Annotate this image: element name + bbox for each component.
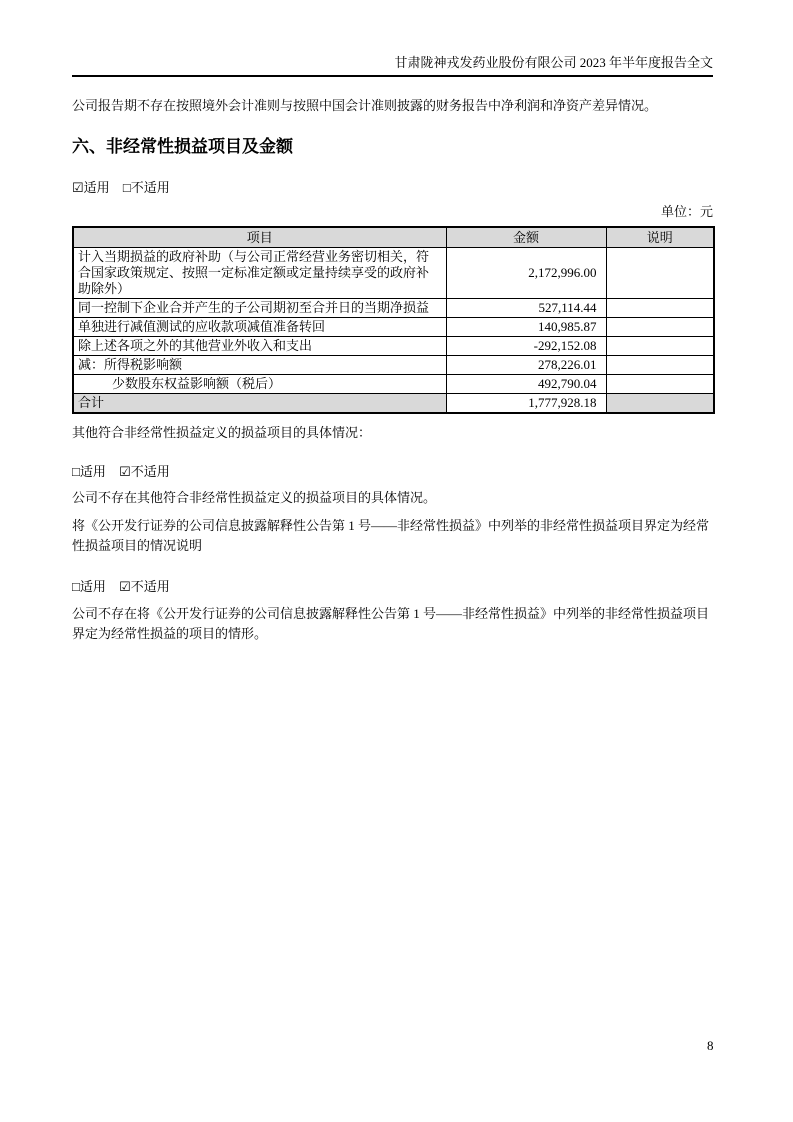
reclassification-heading: 将《公开发行证券的公司信息披露解释性公告第 1 号——非经常性损益》中列举的非经常性损益项目界定为经常性损益项目的情况说明 [72,518,710,553]
cell-amount: 140,985.87 [446,318,606,337]
checkbox-applicable: □适用 [72,579,106,594]
cell-note [606,375,714,394]
cell-amount: -292,152.08 [446,337,606,356]
cell-item: 计入当期损益的政府补助（与公司正常经营业务密切相关，符合国家政策规定、按照一定标准定额或定量持续享受的政府补助除外） [73,248,446,299]
cell-note [606,318,714,337]
page-number: 8 [707,1038,714,1053]
table-header-row [73,227,714,248]
unit-label: 单位：元 [660,204,713,219]
cell-item: 同一控制下企业合并产生的子公司期初至合并日的当期净损益 [73,299,446,318]
reclassification-statement: 公司不存在将《公开发行证券的公司信息披露解释性公告第 1 号——非经常性损益》中列举的非经常性损益项目界定为经常性损益的项目的情形。 [72,606,710,641]
running-header [72,0,713,77]
checkbox-applicable: □适用 [72,464,106,479]
running-header-text: 甘肃陇神戎发药业股份有限公司 2023 年半年度报告全文 [394,55,713,70]
table-row [73,318,714,337]
other-items-statement: 公司不存在其他符合非经常性损益定义的损益项目的具体情况。 [72,490,437,505]
applicability-line-reclassification [72,579,713,594]
checkbox-not-applicable: □不适用 [122,180,170,195]
cell-item: 减：所得税影响额 [73,356,446,375]
cell-item: 除上述各项之外的其他营业外收入和支出 [73,337,446,356]
section-title: 六、非经常性损益项目及金额 [72,137,293,156]
col-header-amount: 金额 [446,227,606,248]
cell-note [606,337,714,356]
intro-paragraph: 公司报告期不存在按照境外会计准则与按照中国会计准则披露的财务报告中净利润和净资产差异情况。 [72,98,658,113]
checkbox-not-applicable: ☑不适用 [119,464,170,479]
cell-amount: 2,172,996.00 [446,248,606,299]
table-row [73,337,714,356]
table-row [73,356,714,375]
checkbox-not-applicable: ☑不适用 [119,579,170,594]
report-page [72,0,713,644]
col-header-note: 说明 [606,227,714,248]
cell-item: 少数股东权益影响额（税后） [73,375,446,394]
table-row [73,299,714,318]
cell-note [606,356,714,375]
table-body [73,248,714,414]
cell-amount: 278,226.01 [446,356,606,375]
applicability-line-other-items [72,464,713,479]
cell-note [606,299,714,318]
other-items-heading: 其他符合非经常性损益定义的损益项目的具体情况： [72,425,372,440]
cell-amount: 492,790.04 [446,375,606,394]
checkbox-applicable: ☑适用 [72,180,110,195]
cell-amount: 1,777,928.18 [446,394,606,414]
applicability-line-section [72,180,713,195]
cell-note [606,394,714,414]
cell-note [606,248,714,299]
table-row [73,248,714,299]
cell-amount: 527,114.44 [446,299,606,318]
table-row [73,375,714,394]
cell-item: 单独进行减值测试的应收款项减值准备转回 [73,318,446,337]
col-header-item: 项目 [73,227,446,248]
non-recurring-items-table [72,226,715,414]
cell-item: 合计 [73,394,446,414]
table-total-row [73,394,714,414]
